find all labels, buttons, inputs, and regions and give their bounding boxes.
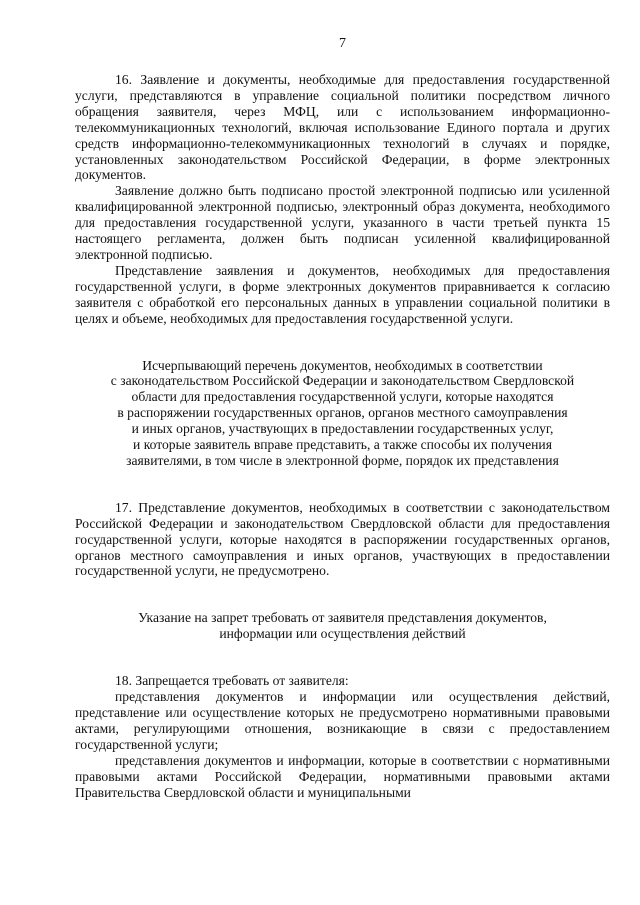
heading-line: и иных органов, участвующих в предоставлении государственных услуг, xyxy=(131,421,554,437)
heading-line: в распоряжении государственных органов, органов местного самоуправления xyxy=(117,405,568,421)
heading-line: с законодательством Российской Федерации и законодательством Свердловской xyxy=(110,373,575,389)
heading-line: информации или осуществления действий xyxy=(219,626,466,642)
paragraph-18-item-1: представления документов и информации или осуществления действий, представление или осуществление которых не предусмотрено нормативными правовыми актами, регулирующими отношения, возникающие в связи с предоставлением государственной услуги; xyxy=(75,689,610,752)
paragraph-18-item-2: представления документов и информации, которые в соответствии с нормативными правовыми актами Российской Федерации, нормативными правовыми актами Правительства Свердловской области и муниципальными xyxy=(75,752,610,800)
heading-line: Указание на запрет требовать от заявителя представления документов, xyxy=(138,610,547,626)
section-heading-prohibition xyxy=(75,610,610,642)
heading-line: заявителями, в том числе в электронной форме, порядок их представления xyxy=(126,452,559,468)
paragraph-16: 16. Заявление и документы, необходимые для предоставления государственной услуги, представляются в управление социальной политики посредством личного обращения заявителя, через МФЦ, или с использованием информационно-телекоммуникационных технологий, включая использование Единого портала и других средств информационно-телекоммуникационных технологий в случаях и порядке, установленных законодательством Российской Федерации, в форме электронных документов. xyxy=(75,72,610,183)
page-number: 7 xyxy=(339,36,346,51)
heading-line: Исчерпывающий перечень документов, необходимых в соответствии xyxy=(142,357,543,373)
paragraph-18: 18. Запрещается требовать от заявителя: xyxy=(115,673,349,689)
paragraph-17: 17. Представление документов, необходимых в соответствии с законодательством Российской Федерации и законодательством Свердловской области для предоставления государственной услуги, которые находятся в распоряжении государственных органов, органов местного самоуправления и иных органов, участвующих в предоставлении государственной услуги, не предусмотрено. xyxy=(75,499,610,579)
heading-line: и которые заявитель вправе представить, а также способы их получения xyxy=(133,437,552,453)
document-page xyxy=(75,36,610,800)
paragraph-signature: Заявление должно быть подписано простой электронной подписью или усиленной квалифицированной электронной подписью, электронный образ документа, необходимого для предоставления государственной услуги, указанного в части третьей пункта 15 настоящего регламента, должен быть подписан усиленной квалифицированной электронной подписью. xyxy=(75,183,610,262)
heading-line: области для предоставления государственной услуги, которые находятся xyxy=(131,389,554,405)
paragraph-electronic-consent: Представление заявления и документов, необходимых для предоставления государственной услуги, в форме электронных документов приравнивается к согласию заявителя с обработкой его персональных данных в управлении социальной политики в целях и объеме, необходимых для предоставления государственной услуги. xyxy=(75,262,610,326)
section-heading-documents-list xyxy=(75,358,610,469)
